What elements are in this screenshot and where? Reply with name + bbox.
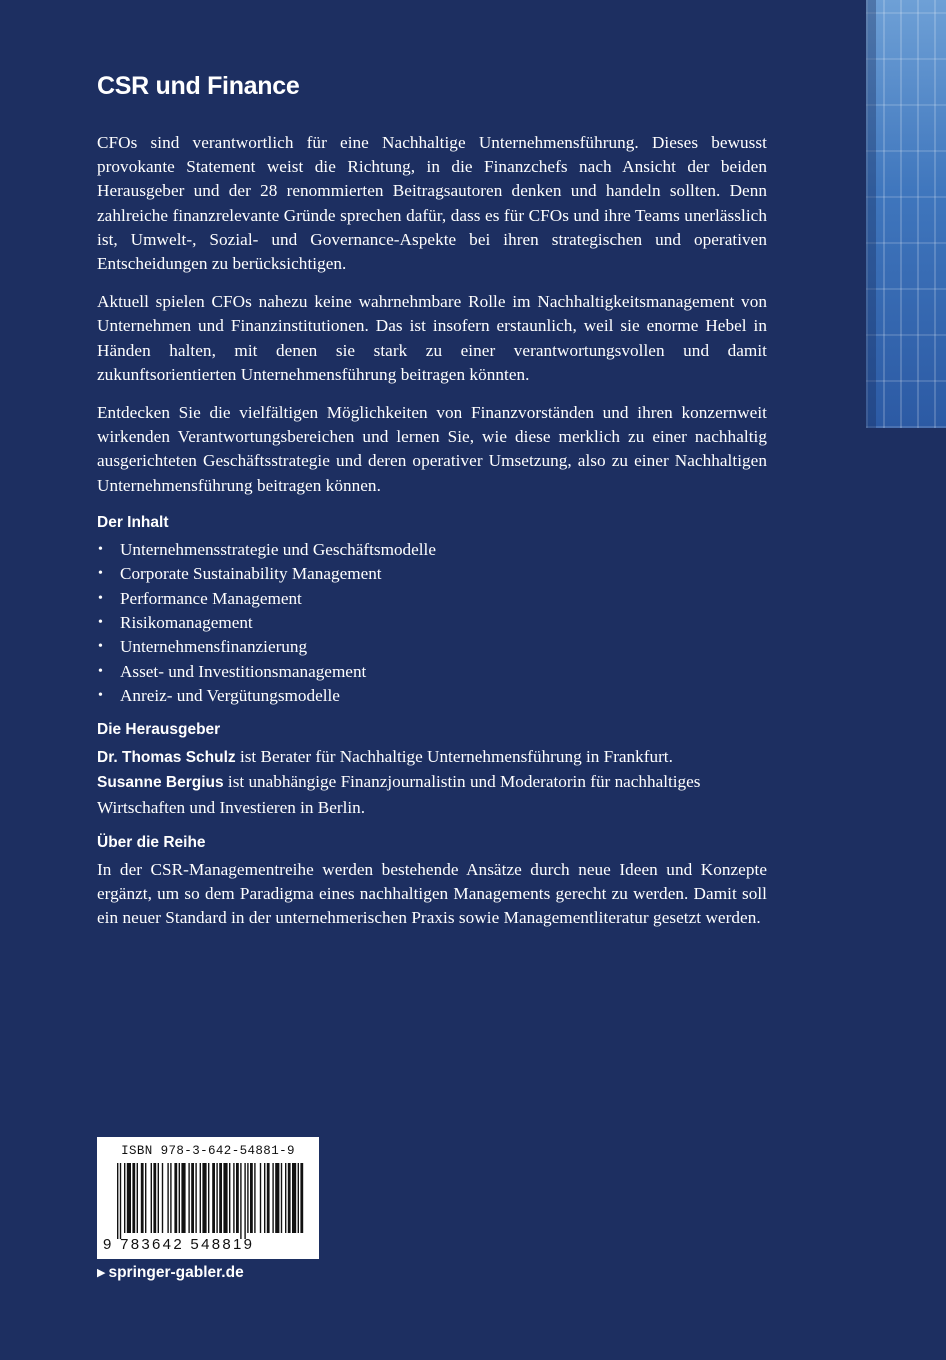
barcode-bar bbox=[137, 1163, 138, 1233]
reihe-text: In der CSR-Managementreihe werden bestehende Ansätze durch neue Ideen und Konzepte ergänzt, um so dem Paradigma eines nachhaltigen Managements gerecht zu werden. Damit soll ein neuer Standard in der unternehmerischen Praxis sowie Managementliteratur gesetzt werden. bbox=[97, 859, 767, 928]
barcode-bar bbox=[272, 1163, 273, 1233]
editor-name: Dr. Thomas Schulz bbox=[97, 748, 236, 766]
building-photo-strip bbox=[866, 0, 946, 428]
barcode-bar bbox=[167, 1163, 168, 1233]
blurb-paragraph-3: Entdecken Sie die vielfältigen Möglichkeiten von Finanzvorständen und ihren konzernweit wirkenden Verantwortungsbereichen und lernen Sie, wie diese merklich zu einer nachhaltig ausgerichteten Geschäftsstrategie und deren operativer Umsetzung, also zu einer Nachhaltigen Unternehmensführung beitragen können. bbox=[97, 403, 767, 495]
barcode-bar bbox=[191, 1163, 194, 1233]
list-item: • Anreiz- und Vergütungsmodelle bbox=[97, 684, 767, 708]
barcode-bar bbox=[247, 1163, 248, 1233]
barcode-bars bbox=[117, 1163, 307, 1239]
barcode-bar bbox=[219, 1163, 222, 1233]
barcode-bar bbox=[298, 1163, 299, 1233]
barcode-bar bbox=[223, 1163, 227, 1233]
barcode-bar bbox=[127, 1163, 131, 1233]
barcode-bar bbox=[236, 1163, 239, 1233]
barcode-bar bbox=[141, 1163, 144, 1233]
barcode-bar bbox=[162, 1163, 163, 1233]
barcode-bar bbox=[288, 1163, 291, 1233]
ean-digits: 9 783642 548819 bbox=[103, 1236, 255, 1253]
inhalt-heading: Der Inhalt bbox=[97, 513, 169, 531]
barcode-bar bbox=[250, 1163, 253, 1233]
book-title: CSR und Finance bbox=[97, 72, 300, 100]
barcode-bar bbox=[212, 1163, 215, 1233]
list-item: • Corporate Sustainability Management bbox=[97, 562, 767, 586]
isbn-barcode bbox=[97, 1137, 319, 1259]
barcode-bar bbox=[145, 1163, 146, 1233]
editor-entry bbox=[97, 770, 767, 820]
isbn-label: ISBN 978-3-642-54881-9 bbox=[121, 1144, 295, 1158]
reihe-heading: Über die Reihe bbox=[97, 833, 206, 851]
barcode-bar bbox=[179, 1163, 180, 1233]
barcode-bar bbox=[181, 1163, 185, 1233]
barcode-bar bbox=[151, 1163, 152, 1233]
list-item: • Unternehmensstrategie und Geschäftsmodelle bbox=[97, 538, 767, 562]
play-arrow-icon: ▶ bbox=[97, 1267, 106, 1279]
barcode-bar bbox=[300, 1163, 303, 1233]
editor-description: ist Berater für Nachhaltige Unternehmensführung in Frankfurt. bbox=[235, 746, 673, 766]
blurb-paragraph-2: Aktuell spielen CFOs nahezu keine wahrnehmbare Rolle im Nachhaltigkeitsmanagement von Unternehmen und Finanzinstitutionen. Das ist insofern erstaunlich, weil sie enorme Hebel in Händen halten, mit denen sie stark zu einer verantwortungsvollen und damit zukunftsorientierten Unternehmensführung beitragen könnten. bbox=[97, 292, 767, 384]
list-item: • Performance Management bbox=[97, 587, 767, 611]
barcode-bar bbox=[120, 1163, 121, 1239]
barcode-bar bbox=[174, 1163, 177, 1233]
list-item: • Asset- und Investitionsmanagement bbox=[97, 660, 767, 684]
barcode-bar bbox=[170, 1163, 171, 1233]
barcode-bar bbox=[202, 1163, 206, 1233]
barcode-bar bbox=[281, 1163, 282, 1233]
barcode-bar bbox=[244, 1163, 245, 1239]
barcode-bar bbox=[254, 1163, 255, 1233]
barcode-bar bbox=[124, 1163, 125, 1233]
barcode-bar bbox=[132, 1163, 135, 1233]
barcode-bar bbox=[260, 1163, 261, 1233]
barcode-bar bbox=[229, 1163, 230, 1233]
barcode-bar bbox=[264, 1163, 265, 1233]
barcode-bar bbox=[195, 1163, 196, 1233]
barcode-bar bbox=[216, 1163, 217, 1233]
editors bbox=[97, 745, 767, 820]
barcode-bar bbox=[153, 1163, 156, 1233]
inhalt-list bbox=[97, 538, 767, 709]
barcode-bar bbox=[285, 1163, 286, 1233]
barcode-bar bbox=[267, 1163, 270, 1233]
editor-entry bbox=[97, 745, 767, 770]
barcode-bar bbox=[188, 1163, 189, 1233]
cover-text bbox=[97, 131, 767, 945]
barcode-bar bbox=[200, 1163, 201, 1233]
barcode-bar bbox=[208, 1163, 209, 1233]
barcode-bar bbox=[158, 1163, 159, 1233]
editor-description: ist unabhängige Finanzjournalistin und Moderatorin für nachhaltiges Wirtschaften und Investieren in Berlin. bbox=[97, 772, 701, 817]
barcode-bar bbox=[292, 1163, 296, 1233]
barcode-bar bbox=[275, 1163, 279, 1233]
barcode-bar bbox=[117, 1163, 118, 1239]
list-item: • Risikomanagement bbox=[97, 611, 767, 635]
barcode-bar bbox=[233, 1163, 234, 1233]
blurb-paragraph-1: CFOs sind verantwortlich für eine Nachhaltige Unternehmensführung. Dieses bewusst provokante Statement weist die Richtung, in die Finanzchefs nach Ansicht der beiden Herausgeber und der 28 renommierten Beitragsautoren denken und handeln sollten. Denn zahlreiche finanzrelevante Gründe sprechen dafür, dass es für CFOs und ihre Teams unerlässlich ist, Umwelt-, Sozial- und Governance-Aspekte bei ihren strategischen und operativen Entscheidungen zu berücksichtigen. bbox=[97, 133, 767, 274]
editor-name: Susanne Bergius bbox=[97, 774, 224, 792]
list-item: • Unternehmensfinanzierung bbox=[97, 635, 767, 659]
barcode-bar bbox=[240, 1163, 241, 1239]
website-text: springer-gabler.de bbox=[108, 1264, 244, 1281]
herausgeber-heading: Die Herausgeber bbox=[97, 720, 221, 738]
publisher-website-link[interactable] bbox=[97, 1264, 244, 1282]
